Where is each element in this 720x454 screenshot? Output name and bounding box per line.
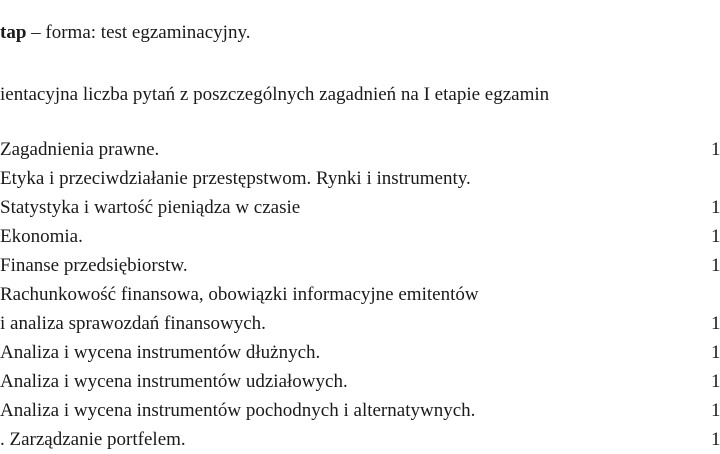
list-item-count: 1 <box>711 255 720 276</box>
list-item: Analiza i wycena instrumentów dłużnych. <box>0 342 321 363</box>
list-item-count: 1 <box>711 226 720 247</box>
list-item: . Zarządzanie portfelem. <box>0 429 186 450</box>
list-item: Statystyka i wartość pieniądza w czasie <box>0 197 301 218</box>
list-item: Etyka i przeciwdziałanie przestępstwom. Rynki i instrumenty. <box>0 168 471 189</box>
list-item: Zagadnienia prawne. <box>0 139 160 160</box>
list-item-count: 1 <box>711 371 720 392</box>
list-item: Analiza i wycena instrumentów udziałowych. <box>0 371 348 392</box>
list-item-count: 1 <box>711 313 720 334</box>
list-item: Finanse przedsiębiorstw. <box>0 255 188 276</box>
stage-heading-text: – forma: test egzaminacyjny. <box>26 22 251 43</box>
stage-heading-bold: tap <box>0 22 27 43</box>
list-item-count: 1 <box>711 139 720 160</box>
stage-heading <box>0 22 250 44</box>
list-item-count: 1 <box>711 400 720 421</box>
intro-paragraph: ientacyjna liczba pytań z poszczególnych zagadnień na I etapie egzamin <box>0 84 550 105</box>
list-item-count: 1 <box>711 197 720 218</box>
list-item-count: 1 <box>711 429 720 450</box>
list-item: i analiza sprawozdań finansowych. <box>0 313 266 334</box>
list-item-count: 1 <box>711 342 720 363</box>
list-item: Rachunkowość finansowa, obowiązki informacyjne emitentów <box>0 284 479 305</box>
list-item: Ekonomia. <box>0 226 83 247</box>
list-item: Analiza i wycena instrumentów pochodnych i alternatywnych. <box>0 400 476 421</box>
